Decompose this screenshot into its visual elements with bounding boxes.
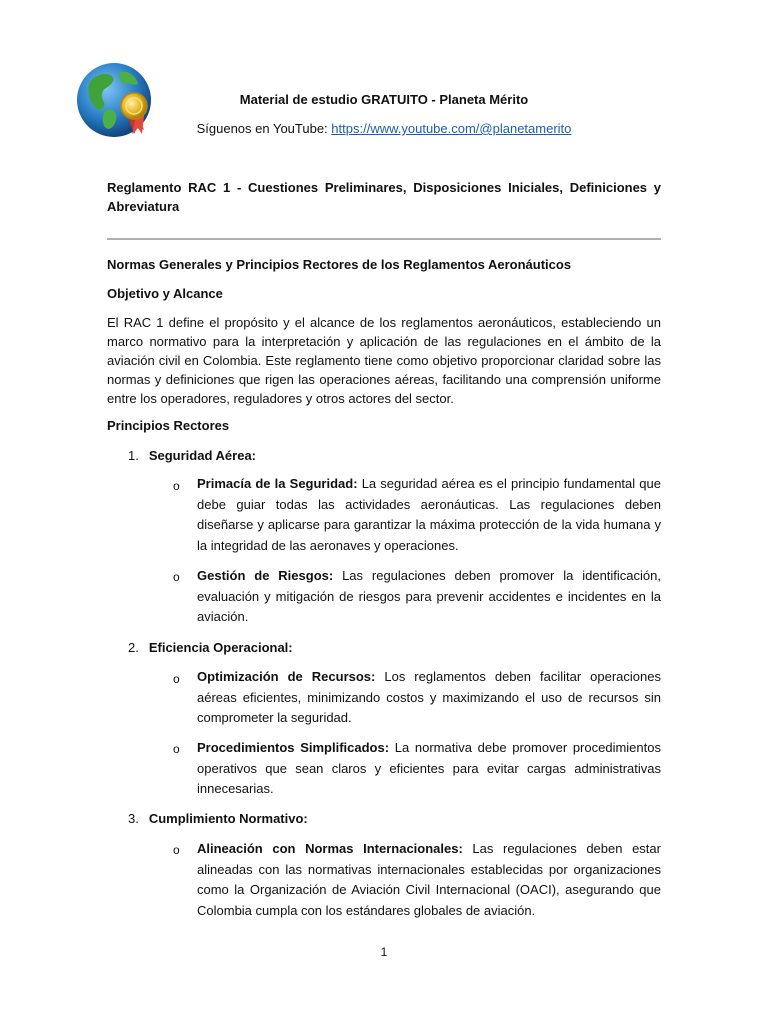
list-item [197, 738, 661, 800]
list-item [197, 474, 661, 556]
principle-3-title: Cumplimiento Normativo: [148, 811, 308, 826]
principle-3-number: 3. [128, 811, 139, 826]
objective-paragraph: El RAC 1 define el propósito y el alcance de los reglamentos aeronáuticos, estableciendo un marco normativo para la interpretación y aplicación de las regulaciones en el ámbito de la aviación civil en Colombia. Este reglamento tiene como objetivo proporcionar claridad sobre las normas y definiciones que rigen las operaciones aéreas, facilitando una comprensión uniforme entre los operadores, reguladores y otros actores del sector. [107, 315, 661, 406]
principle-2-heading [128, 640, 293, 655]
horizontal-divider [107, 238, 661, 240]
bullet-marker: o [173, 672, 180, 686]
section-heading: Normas Generales y Principios Rectores de los Reglamentos Aeronáuticos [107, 257, 572, 272]
bullet-marker: o [173, 843, 180, 857]
item-text: La seguridad aérea es el principio fundamental que debe guiar todas las actividades aeronáuticas. Las regulaciones deben diseñarse y aplicarse para garantizar la máxima protección de la vida humana y la integridad de las aeronaves y operaciones. [197, 476, 661, 553]
list-item [197, 667, 661, 729]
page-number: 1 [380, 945, 388, 959]
item-text: Las regulaciones deben estar alineadas con las normativas internacionales establecidas por organizaciones como la Organización de Aviación Civil Internacional (OACI), asegurando que Colombia cumpla con los estándares globales de aviación. [197, 841, 661, 918]
principle-2-number: 2. [128, 640, 139, 655]
document-title: Reglamento RAC 1 - Cuestiones Preliminares, Disposiciones Iniciales, Definiciones y Abreviatura [107, 180, 661, 214]
item-label: Gestión de Riesgos: [197, 568, 334, 583]
principles-heading: Principios Rectores [107, 418, 230, 433]
item-label: Primacía de la Seguridad: [197, 476, 358, 491]
list-item [197, 566, 661, 628]
header-title: Material de estudio GRATUITO - Planeta Mérito [239, 92, 529, 107]
bullet-marker: o [173, 479, 180, 493]
item-text: La normativa debe promover procedimientos operativos que sean claros y eficientes para evitar cargas administrativas innecesarias. [197, 740, 661, 796]
youtube-link[interactable]: https://www.youtube.com/@planetamerito [331, 121, 572, 136]
objective-heading: Objetivo y Alcance [107, 286, 223, 301]
bullet-marker: o [173, 742, 180, 756]
item-label: Optimización de Recursos: [197, 669, 376, 684]
item-label: Alineación con Normas Internacionales: [197, 841, 463, 856]
principle-1-number: 1. [128, 448, 139, 463]
principle-1-heading [128, 448, 256, 463]
bullet-marker: o [173, 570, 180, 584]
item-text: Los reglamentos deben facilitar operaciones aéreas eficientes, minimizando costos y maximizando el uso de recursos sin comprometer la seguridad. [197, 669, 661, 725]
youtube-prefix: Síguenos en YouTube: [196, 121, 332, 136]
principle-3-heading [128, 811, 308, 826]
item-text: Las regulaciones deben promover la identificación, evaluación y mitigación de riesgos para prevenir accidentes e incidentes en la aviación. [197, 568, 661, 624]
principle-2-title: Eficiencia Operacional: [148, 640, 293, 655]
item-label: Procedimientos Simplificados: [197, 740, 390, 755]
list-item [197, 839, 661, 921]
youtube-line [0, 121, 768, 136]
principle-1-title: Seguridad Aérea: [148, 448, 257, 463]
